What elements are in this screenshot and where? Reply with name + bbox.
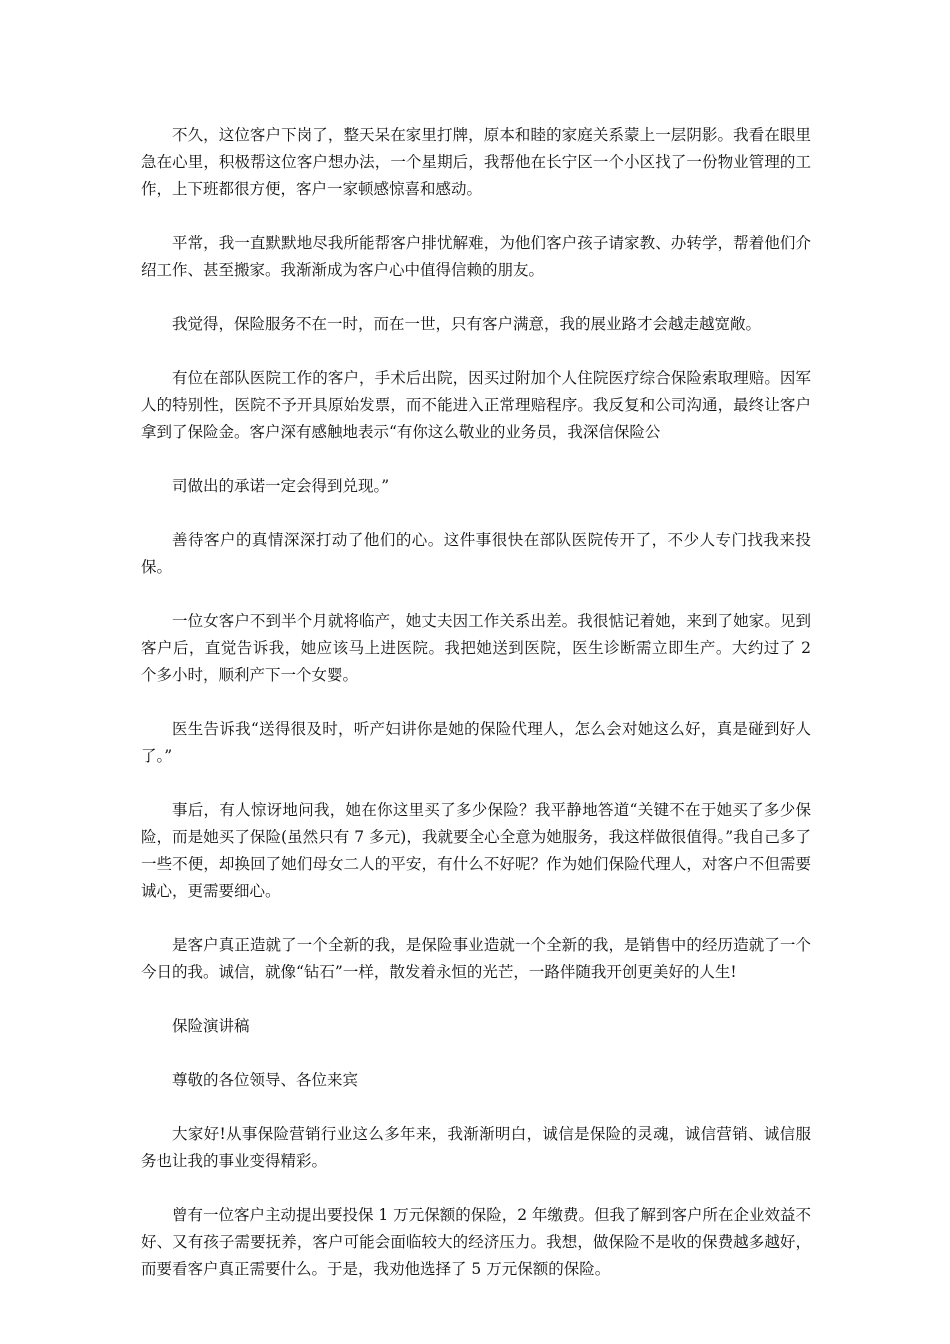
paragraph-7: 一位女客户不到半个月就将临产，她丈夫因工作关系出差。我很惦记着她，来到了她家。见到客户后，直觉告诉我，她应该马上进医院。我把她送到医院，医生诊断需立即生产。大约过了 2 个多小时，顺利产下一个女婴。 xyxy=(141,612,811,684)
paragraph-6: 善待客户的真情深深打动了他们的心。这件事很快在部队医院传开了，不少人专门找我来投保。 xyxy=(141,531,811,576)
paragraph-3: 我觉得，保险服务不在一时，而在一世，只有客户满意，我的展业路才会越走越宽敞。 xyxy=(172,315,762,333)
paragraph-1: 不久，这位客户下岗了，整天呆在家里打牌，原本和睦的家庭关系蒙上一层阴影。我看在眼里急在心里，积极帮这位客户想办法，一个星期后，我帮他在长宁区一个小区找了一份物业管理的工作，上下班都很方便，客户一家顿感惊喜和感动。 xyxy=(141,126,811,198)
paragraph-10: 是客户真正造就了一个全新的我，是保险事业造就一个全新的我，是销售中的经历造就了一个今日的我。诚信，就像“钻石”一样，散发着永恒的光芒，一路伴随我开创更美好的人生! xyxy=(141,936,811,981)
paragraph-4: 有位在部队医院工作的客户，手术后出院，因买过附加个人住院医疗综合保险索取理赔。因军人的特别性，医院不予开具原始发票，而不能进入正常理赔程序。我反复和公司沟通，最终让客户拿到了保险金。客户深有感触地表示“有你这么敬业的业务员，我深信保险公 xyxy=(141,369,811,441)
document-body xyxy=(141,122,811,1310)
paragraph-2: 平常，我一直默默地尽我所能帮客户排忧解难，为他们客户孩子请家教、办转学，帮着他们介绍工作、甚至搬家。我渐渐成为客户心中值得信赖的朋友。 xyxy=(141,234,811,279)
salutation: 尊敬的各位领导、各位来宾 xyxy=(172,1071,359,1089)
paragraph-9: 事后，有人惊讶地问我，她在你这里买了多少保险？我平静地答道“关键不在于她买了多少保险，而是她买了保险(虽然只有 7 多元)，我就要全心全意为她服务，我这样做很值得。”我自己多了一些不便，却换回了她们母女二人的平安，有什么不好呢？作为她们保险代理人，对客户不但需要诚心，更需要细心。 xyxy=(141,801,811,900)
paragraph-5: 司做出的承诺一定会得到兑现。” xyxy=(172,477,390,495)
paragraph-14: 曾有一位客户主动提出要投保 1 万元保额的保险，2 年缴费。但我了解到客户所在企业效益不好、又有孩子需要抚养，客户可能会面临较大的经济压力。我想，做保险不是收的保费越多越好，而要看客户真正需要什么。于是，我劝他选择了 5 万元保额的保险。 xyxy=(141,1206,812,1278)
section-title: 保险演讲稿 xyxy=(172,1017,250,1035)
paragraph-8: 医生告诉我“送得很及时，听产妇讲你是她的保险代理人，怎么会对她这么好，真是碰到好人了。” xyxy=(141,720,811,765)
paragraph-13: 大家好!从事保险营销行业这么多年来，我渐渐明白，诚信是保险的灵魂，诚信营销、诚信服务也让我的事业变得精彩。 xyxy=(141,1125,811,1170)
